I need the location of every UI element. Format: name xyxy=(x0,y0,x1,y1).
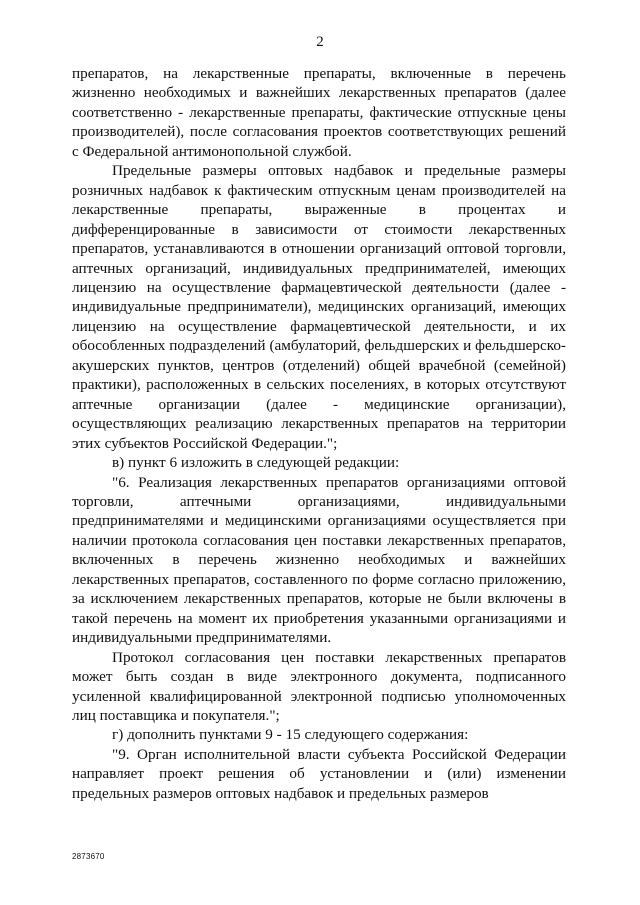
paragraph-item-g: г) дополнить пунктами 9 - 15 следующего содержания: xyxy=(112,726,469,744)
document-body xyxy=(72,64,566,803)
paragraph-point-9: "9. Орган исполнительной власти субъекта Российской Федерации направляет проект решения об установлении и (или) изменении предельных размеров оптовых надбавок и предельных размеров xyxy=(72,745,566,802)
paragraph-item-v: в) пункт 6 изложить в следующей редакции: xyxy=(112,454,400,472)
paragraph-protocol: Протокол согласования цен поставки лекарственных препаратов может быть создан в виде электронного документа, подписанного усиленной квалифицированной электронной подписью уполномоченных лиц поставщика и покупателя."; xyxy=(72,648,566,724)
document-code: 2873670 xyxy=(72,852,105,861)
paragraph-markup-limits: Предельные размеры оптовых надбавок и предельные размеры розничных надбавок к фактическим отпускным ценам производителей на лекарственные препараты, выраженные в процентах и дифференцированные в зависимости от стоимости лекарственных препаратов, устанавливаются в отношении организаций оптовой торговли, аптечных организаций, индивидуальных предпринимателей, имеющих лицензию на осуществление фармацевтической деятельности (далее - индивидуальные предприниматели), медицинских организаций, имеющих лицензию на осуществление фармацевтической деятельности, и их обособленных подразделений (амбулаторий, фельдшерских и фельдшерско-акушерских пунктов, центров (отделений) общей врачебной (семейной) практики), расположенных в сельских поселениях, в которых отсутствуют аптечные организации (далее - медицинские организации), осуществляющих реализацию лекарственных препаратов на территории этих субъектов Российской Федерации."; xyxy=(72,162,566,452)
paragraph-continuation: препаратов, на лекарственные препараты, включенные в перечень жизненно необходимых и важнейших лекарственных препаратов (далее соответственно - лекарственные препараты, фактические отпускные цены производителей), после согласования проектов соответствующих решений с Федеральной антимонопольной службой. xyxy=(72,65,566,160)
page-number: 2 xyxy=(316,34,324,50)
paragraph-point-6: "6. Реализация лекарственных препаратов организациями оптовой торговли, аптечными организациями, индивидуальными предпринимателями и медицинскими организациями осуществляется при наличии протокола согласования цен поставки лекарственных препаратов, включенных в перечень жизненно необходимых и важнейших лекарственных препаратов, составленного по форме согласно приложению, за исключением лекарственных препаратов, которые не были включены в такой перечень на момент их приобретения указанными организациями и индивидуальными предпринимателями. xyxy=(72,473,566,647)
